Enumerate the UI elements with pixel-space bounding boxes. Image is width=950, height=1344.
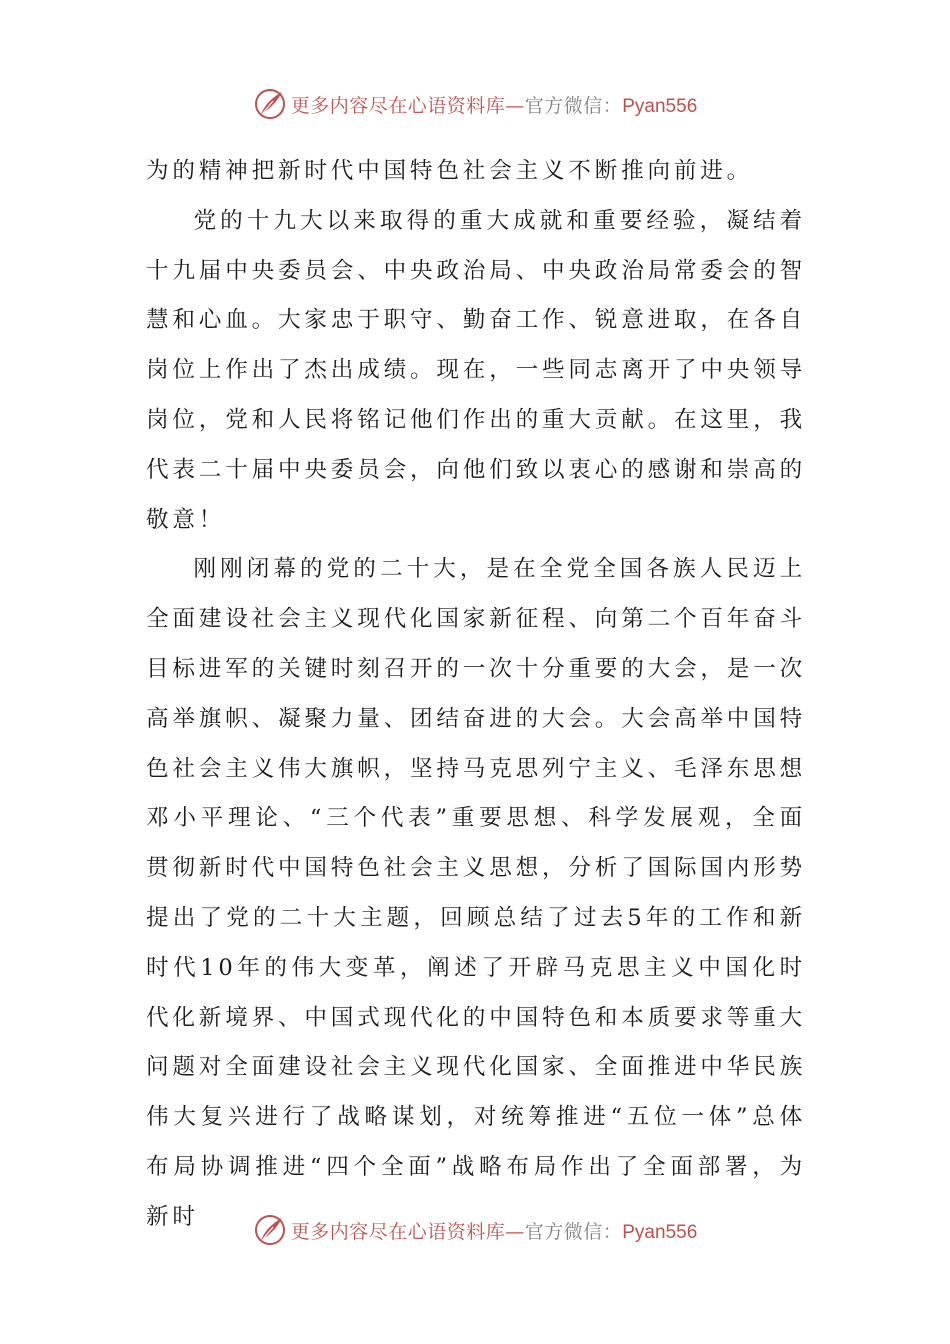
watermark-official-label: 官方微信：	[524, 1220, 623, 1243]
watermark-dash: —	[505, 1220, 525, 1243]
watermark-wechat-handle: Pyan556	[622, 95, 698, 117]
document-body	[146, 147, 806, 1243]
watermark-official-label: 官方微信：	[524, 94, 623, 117]
paragraph-continuation: 为的精神把新时代中国特色社会主义不断推向前进。	[146, 158, 754, 184]
footer-watermark-banner	[0, 1210, 950, 1250]
quill-pen-logo-icon	[253, 1213, 287, 1247]
watermark-main-text: 更多内容尽在心语资料库	[290, 94, 506, 117]
quill-pen-logo-icon	[253, 87, 287, 121]
watermark-wechat-handle: Pyan556	[622, 1221, 698, 1243]
watermark-text	[291, 91, 698, 118]
watermark-dash: —	[505, 94, 525, 117]
paragraph: 党的十九大以来取得的重大成就和重要经验，凝结着十九届中央委员会、中央政治局、中央政治局常委会的智慧和心血。大家忠于职守、勤奋工作、锐意进取，在各自岗位上作出了杰出成绩。现在，一些同志离开了中央领导岗位，党和人民将铭记他们作出的重大贡献。在这里，我代表二十届中央委员会，向他们致以衷心的感谢和崇高的敬意！	[146, 207, 806, 533]
header-watermark-banner	[0, 84, 950, 124]
paragraph: 刚刚闭幕的党的二十大，是在全党全国各族人民迈上全面建设社会主义现代化国家新征程、向第二个百年奋斗目标进军的关键时刻召开的一次十分重要的大会，是一次高举旗帜、凝聚力量、团结奋进的大会。大会高举中国特色社会主义伟大旗帜，坚持马克思列宁主义、毛泽东思想邓小平理论、“三个代表”重要思想、科学发展观，全面贯彻新时代中国特色社会主义思想，分析了国际国内形势提出了党的二十大主题，回顾总结了过去5年的工作和新时代10年的伟大变革，阐述了开辟马克思主义中国化时代化新境界、中国式现代化的中国特色和本质要求等重大问题对全面建设社会主义现代化国家、全面推进中华民族伟大复兴进行了战略谋划，对统筹推进“五位一体”总体布局协调推进“四个全面”战略布局作出了全面部署，为新时	[146, 556, 806, 1230]
watermark-text	[291, 1217, 698, 1244]
watermark-main-text: 更多内容尽在心语资料库	[290, 1220, 506, 1243]
